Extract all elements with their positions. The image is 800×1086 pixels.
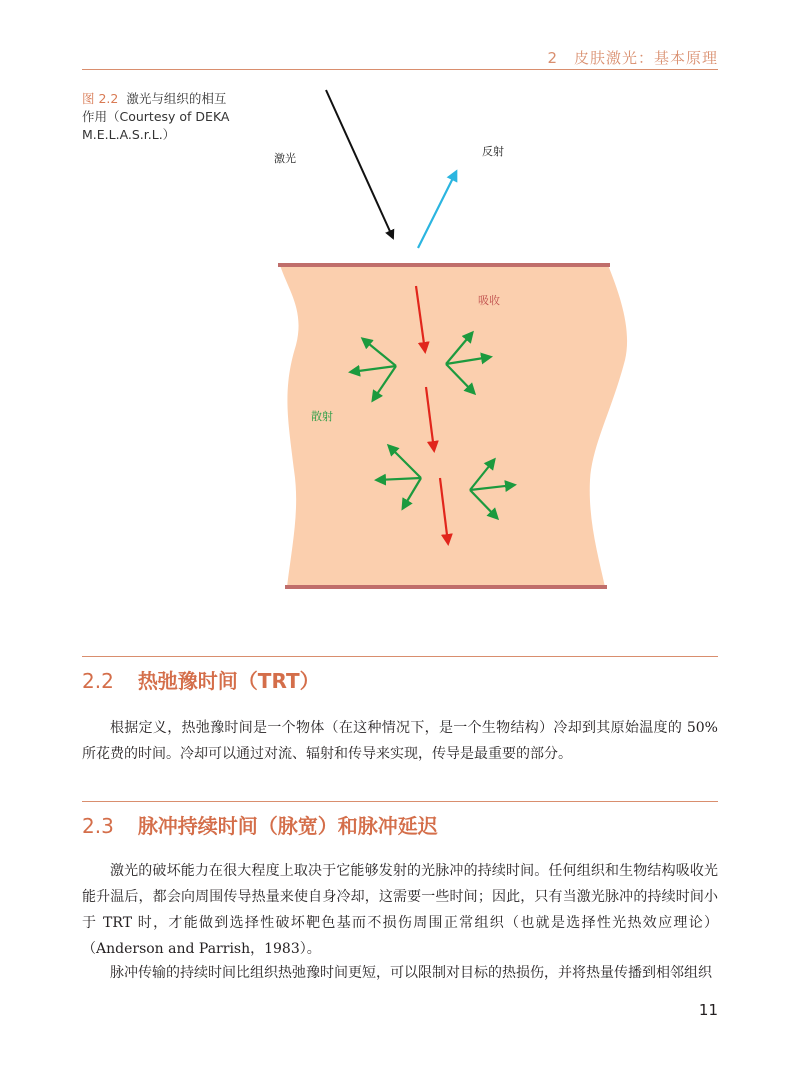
section-title: 脉冲持续时间（脉宽）和脉冲延迟 [137, 814, 438, 838]
label-absorption: 吸收 [478, 294, 500, 307]
incident-laser-arrow [326, 90, 393, 238]
section-number: 2.3 [82, 814, 114, 838]
reflection-arrow [418, 172, 456, 248]
tissue-block [280, 265, 627, 587]
label-scattering: 散射 [311, 410, 333, 423]
label-laser: 激光 [274, 152, 296, 165]
section-title: 热弛豫时间（TRT） [137, 669, 320, 693]
section-2-2-paragraph: 根据定义，热弛豫时间是一个物体（在这种情况下，是一个生物结构）冷却到其原始温度的 50% 所花费的时间。冷却可以通过对流、辐射和传导来实现，传导是最重要的部分。 [82, 720, 718, 762]
section-2-2-rule [82, 656, 718, 657]
section-2-3-paragraph-1: 激光的破坏能力在很大程度上取决于它能够发射的光脉冲的持续时间。任何组织和生物结构吸收光能升温后，都会向周围传导热量来使自身冷却，这需要一些时间；因此，只有当激光脉冲的持续时间小于 TRT 时，才能做到选择性破坏靶色基而不损伤周围正常组织（也就是选择性光热效应理论）（Anderson and Parrish，1983）。 [82, 863, 718, 957]
section-2-2-heading [82, 665, 320, 694]
section-number: 2.2 [82, 669, 114, 693]
section-2-3-rule [82, 801, 718, 802]
label-reflection: 反射 [482, 145, 504, 158]
section-2-3-paragraph-2: 脉冲传输的持续时间比组织热弛豫时间更短，可以限制对目标的热损伤，并将热量传播到相邻组织 [110, 965, 712, 981]
page-number: 11 [698, 1001, 718, 1019]
figure-number: 图 2.2 [82, 91, 119, 106]
running-title: 2 皮肤激光：基本原理 [547, 49, 718, 67]
figure-caption-text: 激光与组织的相互作用（Courtesy of DEKA M.E.L.A.S.r.L.） [82, 91, 230, 142]
section-2-3-heading [82, 810, 438, 839]
